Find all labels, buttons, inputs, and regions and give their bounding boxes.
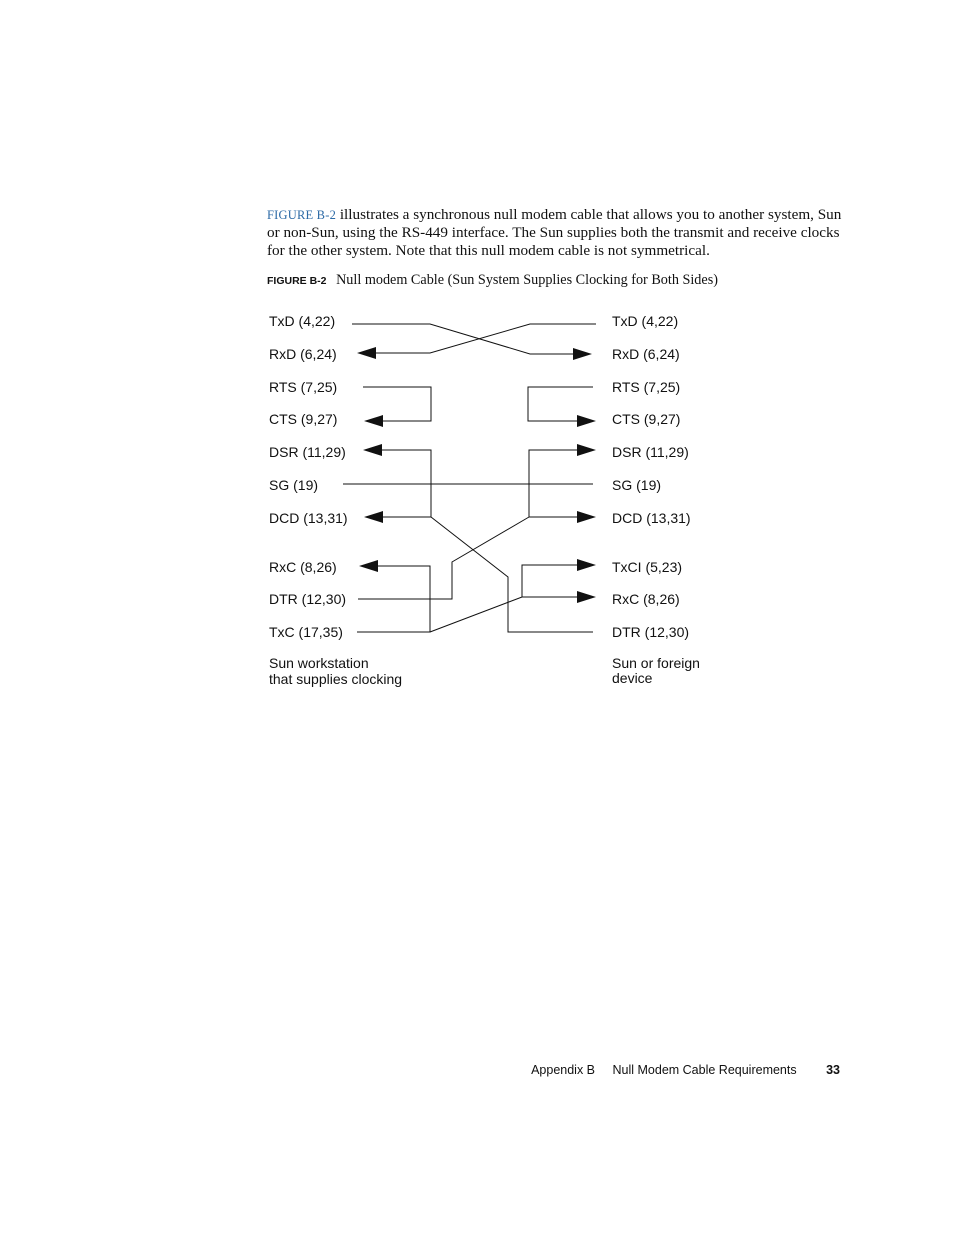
left-pin-sg: SG (19) — [269, 477, 319, 493]
left-device-label-line2: that supplies clocking — [269, 671, 403, 687]
left-pin-rxd: RxD (6,24) — [269, 346, 337, 362]
arrow-right-rxd — [573, 348, 592, 360]
page-footer — [531, 1063, 840, 1077]
right-pin-sg: SG (19) — [612, 477, 662, 493]
device-labels — [269, 655, 700, 687]
arrow-left-rxc — [359, 560, 378, 572]
right-pin-txci: TxCI (5,23) — [612, 559, 683, 575]
footer-chapter: Appendix B — [531, 1063, 596, 1077]
arrow-right-cts — [577, 415, 596, 427]
right-pin-txd: TxD (4,22) — [612, 313, 679, 329]
left-pin-rts: RTS (7,25) — [269, 379, 338, 395]
arrow-left-dsr — [363, 444, 382, 456]
figure-reference-link[interactable]: FIGURE B-2 — [267, 208, 337, 223]
left-pin-rxc: RxC (8,26) — [269, 559, 337, 575]
wire-right-rts-cts-loop — [528, 387, 593, 421]
left-pin-labels — [269, 313, 348, 640]
right-pin-rts: RTS (7,25) — [612, 379, 681, 395]
arrow-right-txci — [577, 559, 596, 571]
arrow-right-dcd — [577, 511, 596, 523]
right-pin-dcd: DCD (13,31) — [612, 510, 691, 526]
left-pin-cts: CTS (9,27) — [269, 411, 338, 427]
right-pin-dsr: DSR (11,29) — [612, 444, 689, 460]
wire-txc-to-right — [430, 597, 580, 632]
figure-caption-text: Null modem Cable (Sun System Supplies Clocking for Both Sides) — [336, 272, 718, 288]
paragraph-text: illustrates a synchronous null modem cable that allows you to another system, Sun or non-Sun, using the RS-449 interface. The Sun supplies both the transmit and receive clocks for the other system. Note that this null modem cable is not symmetrical. — [267, 206, 842, 260]
left-device-label-line1: Sun workstation — [269, 655, 369, 671]
arrow-right-dsr — [577, 444, 596, 456]
right-pin-cts: CTS (9,27) — [612, 411, 681, 427]
arrow-left-dcd — [364, 511, 383, 523]
right-device-label-line2: device — [612, 670, 653, 686]
left-pin-txc: TxC (17,35) — [269, 624, 343, 640]
right-pin-rxd: RxD (6,24) — [612, 346, 680, 362]
wire-left-dtr-to-right — [358, 517, 529, 599]
left-pin-dtr: DTR (12,30) — [269, 591, 347, 607]
page-number: 33 — [826, 1063, 840, 1077]
footer-title: Null Modem Cable Requirements — [612, 1063, 797, 1077]
wire-txd-to-rxd-return — [368, 324, 596, 353]
right-pin-dtr: DTR (12,30) — [612, 624, 690, 640]
arrow-left-rxd — [357, 347, 376, 359]
wire-right-dtr-to-left — [431, 517, 593, 632]
left-pin-dsr: DSR (11,29) — [269, 444, 346, 460]
wires — [343, 324, 596, 632]
wire-txd-to-rxd — [352, 324, 580, 354]
arrow-left-cts — [364, 415, 383, 427]
wire-left-rts-cts-loop — [363, 387, 431, 421]
wire-right-txci — [522, 565, 580, 597]
right-pin-rxc: RxC (8,26) — [612, 591, 680, 607]
left-pin-dcd: DCD (13,31) — [269, 510, 348, 526]
arrow-right-rxc — [577, 591, 596, 603]
right-device-label-line1: Sun or foreign — [612, 655, 700, 671]
left-pin-txd: TxD (4,22) — [269, 313, 336, 329]
right-pin-labels — [612, 313, 691, 640]
figure-label: FIGURE B-2 — [267, 275, 327, 287]
